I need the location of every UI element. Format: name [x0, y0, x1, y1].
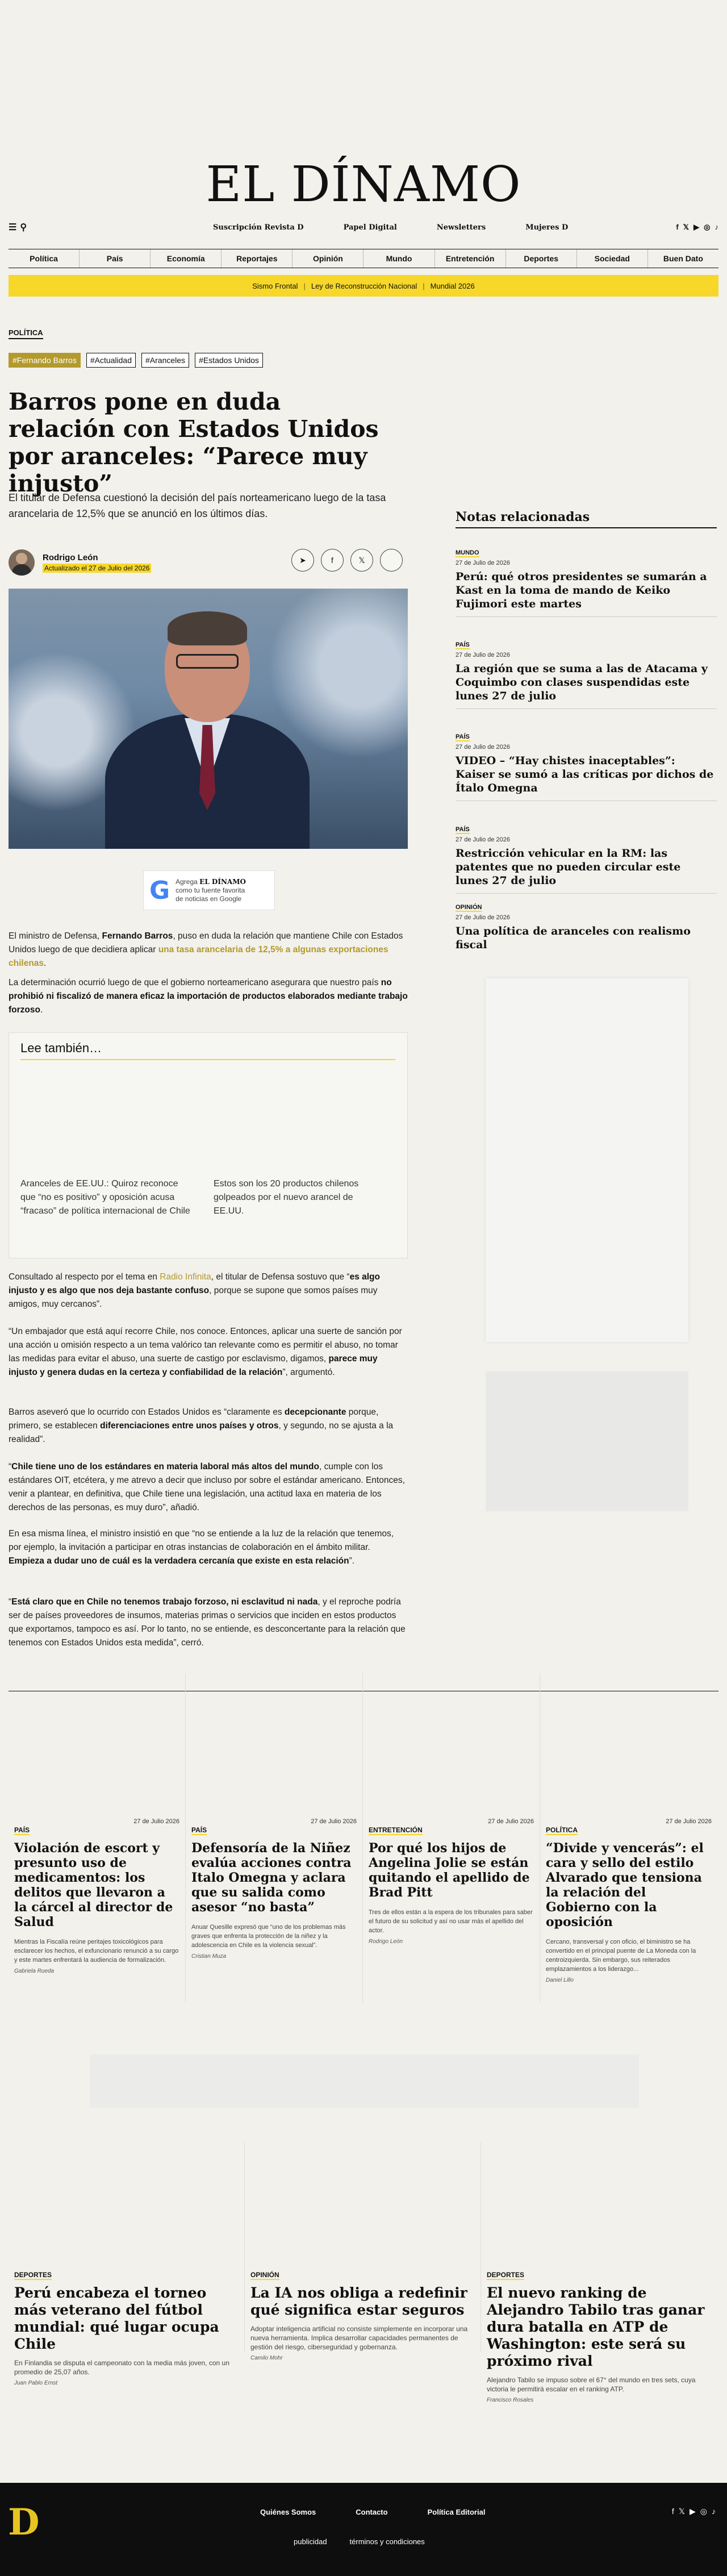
footer-link-contacto[interactable]: Contacto	[356, 2508, 388, 2516]
nav-mundo[interactable]: Mundo	[364, 249, 434, 268]
tag-actualidad[interactable]: #Actualidad	[86, 353, 136, 368]
p5-text: porque, primero, se establecen	[9, 1407, 379, 1431]
related-note-date: 27 de Julio de 2026	[456, 652, 511, 658]
p4-text: “Un embajador que está aquí recorre Chile, nos conoce. Entonces, aplicar una suerte de sanción por una acción u omisión respecto a un tema valórico tan relevante como es permitir el abuso, no tomar las medidas para evitar el abuso, una suerte de castigo por esclavismo, digamos,	[9, 1327, 402, 1364]
news-card-category[interactable]: POLÍTICA	[546, 1826, 578, 1834]
paragraph-5	[9, 1406, 408, 1447]
instagram-icon[interactable]: ◎	[700, 2507, 707, 2516]
related-note[interactable]	[456, 824, 717, 894]
footer-logo[interactable]: D	[8, 2501, 40, 2544]
news-card-date: 27 de Julio 2026	[488, 1818, 534, 1825]
nav-reportajes[interactable]: Reportajes	[222, 249, 293, 268]
news-card-image[interactable]	[487, 2142, 712, 2270]
related-note-category[interactable]: PAÍS	[456, 826, 470, 833]
news-card[interactable]	[540, 1673, 717, 2003]
news-card-category[interactable]: DEPORTES	[14, 2271, 52, 2279]
related-note-date: 27 de Julio de 2026	[456, 914, 511, 921]
news-card-author[interactable]: Francisco Rosales	[487, 2397, 534, 2403]
google-g-icon: G	[149, 876, 170, 905]
p6-text: “	[9, 1462, 12, 1472]
tag-fernando-barros[interactable]: #Fernando Barros	[9, 353, 81, 368]
related-note[interactable]	[456, 902, 717, 957]
author-avatar[interactable]	[9, 549, 35, 576]
news-card[interactable]	[363, 1673, 540, 2003]
related-box-item-1[interactable]: Aranceles de EE.UU.: Quiroz reconoce que “no es positivo” y oposición acusa “fracaso” de política internacional de Chile	[20, 1179, 190, 1216]
footer-link-quienes[interactable]: Quiénes Somos	[260, 2508, 316, 2516]
p8-text: , y el reproche podría ser de países proveedores de insumos, materias primas o servicios que inciden en estos productos que exportamos, tampoco es así. Por lo tanto, no se entiende, es desconcertante para la relación que tenemos con Estados Unidos esta medida”, cerró.	[9, 1597, 406, 1648]
p4-text: ”, argumentó.	[282, 1368, 335, 1377]
related-note-title[interactable]: Una política de aranceles con realismo fiscal	[456, 925, 691, 951]
separator: |	[303, 281, 306, 290]
trending-ley[interactable]: Ley de Reconstrucción Nacional	[311, 281, 417, 290]
nav-buen-dato[interactable]: Buen Dato	[663, 254, 703, 263]
related-note-date: 27 de Julio de 2026	[456, 560, 511, 566]
p6-text: , cumple con los estándares OIT, etcétera, y me atrevo a decir que incluso por sobre el estándar americano. Entonces, venir a plantear, en definitiva, que Chile tiene una legislación, una actitud laxa en materia de los derechos de las personas, es muy duro”, añadió.	[9, 1462, 405, 1512]
photo-hair	[168, 611, 247, 645]
trending-mundial[interactable]: Mundial 2026	[430, 281, 475, 290]
tiktok-icon[interactable]: ♪	[712, 2507, 716, 2516]
youtube-icon[interactable]: ▶	[693, 223, 700, 231]
p7-text: En esa misma línea, el ministro insistió en que “no se entiende a la luz de la relación que tenemos, por ejemplo, la invitación a participar en otras instancias de colaboración en el ámbito militar.	[9, 1529, 394, 1552]
news-card-image[interactable]	[14, 1673, 179, 1818]
related-note-date: 27 de Julio de 2026	[456, 836, 511, 843]
news-card-title[interactable]: Defensoría de la Niñez evalúa acciones contra Italo Omegna y aclara que su salida como asesor “no basta”	[191, 1841, 352, 1915]
related-note[interactable]	[456, 547, 717, 617]
badge-text-2: como tu fuente favorita	[176, 886, 245, 894]
news-card-image[interactable]	[250, 2142, 475, 2270]
paragraph-3	[9, 1270, 408, 1311]
trending-bar	[9, 275, 718, 297]
p6-bold: Chile tiene uno de los estándares en materia laboral más altos del mundo	[11, 1462, 319, 1472]
nav-sociedad[interactable]: Sociedad	[577, 249, 648, 268]
news-card[interactable]	[9, 2142, 245, 2386]
article-lead: El titular de Defensa cuestionó la decisión del país norteamericano luego de la tasa arancelaria de 12,5% que se anunció en los últimos días.	[9, 492, 386, 519]
news-card-excerpt: Cercano, transversal y con oficio, el biministro se ha convertido en el principal puente de La Moneda con la centroizquierda. Sin embargo, sus reiterados emplazamientos a los liderazgo...	[546, 1939, 696, 1973]
news-card-date: 27 de Julio 2026	[311, 1818, 357, 1825]
related-note-title[interactable]: Restricción vehicular en la RM: las patentes que no pueden circular este lunes 27 de julio	[456, 847, 681, 887]
footer-link-publicidad[interactable]: publicidad	[294, 2537, 327, 2546]
news-card-title[interactable]: Violación de escort y presunto uso de medicamentos: los delitos que llevaron a la cárcel al director de Salud	[14, 1841, 173, 1929]
related-note-category[interactable]: MUNDO	[456, 549, 479, 556]
author-block	[9, 549, 151, 576]
news-card-title[interactable]: “Divide y vencerás”: el cara y sello del estilo Alvarado que tensiona la relación del Gobierno con la oposición	[546, 1841, 704, 1929]
news-card[interactable]	[245, 2142, 481, 2361]
news-card-category[interactable]: PAÍS	[14, 1826, 30, 1834]
p5-bold: diferenciaciones entre unos países y otros	[100, 1421, 279, 1431]
nav-opinion[interactable]: Opinión	[293, 249, 364, 268]
banner-ad[interactable]	[90, 2054, 639, 2108]
news-card-image[interactable]	[191, 1673, 357, 1818]
nav-entretencion[interactable]: Entretención	[435, 249, 506, 268]
related-note-title[interactable]: Perú: qué otros presidentes se sumarán a Kast en la toma de mando de Keiko Fujimori este martes	[456, 570, 707, 610]
main-nav	[9, 249, 718, 268]
related-note-title[interactable]: La región que se suma a las de Atacama y Coquimbo con clases suspendidas este lunes 27 de julio	[456, 662, 708, 702]
news-card[interactable]	[186, 1673, 363, 2003]
p5-bold: decepcionante	[284, 1407, 346, 1417]
site-footer	[0, 2483, 727, 2576]
news-card-title[interactable]: El nuevo ranking de Alejandro Tabilo tras ganar dura batalla en ATP de Washington: este será su próximo rival	[487, 2285, 705, 2369]
p7-text: ”.	[349, 1556, 355, 1566]
logo-text-d: D	[291, 156, 331, 213]
news-card-title[interactable]: Perú encabeza el torneo más veterano del fútbol mundial: qué lugar ocupa Chile	[14, 2285, 219, 2352]
news-card-excerpt: Mientras la Fiscalía reúne peritajes toxicológicos para esclarecer los hechos, el exfuncionario renunció a su cargo y este martes enfrentará la audiencia de formalización.	[14, 1939, 179, 1964]
news-card-title[interactable]: La IA nos obliga a redefinir qué significa estar seguros	[250, 2285, 467, 2318]
news-card[interactable]	[481, 2142, 717, 2403]
p1-bold: Fernando Barros	[102, 931, 173, 941]
article-title: Barros pone en duda relación con Estados Unidos por aranceles: “Parece muy injusto”	[9, 388, 379, 497]
p5-text: , y segundo, no se ajusta a la realidad”.	[9, 1421, 394, 1444]
author-name[interactable]: Rodrigo León	[43, 552, 98, 562]
p3-bold: es algo injusto y es algo que nos deja bastante confuso	[9, 1272, 380, 1295]
separator: |	[423, 281, 425, 290]
news-card-category[interactable]: PAÍS	[191, 1826, 207, 1834]
related-note[interactable]	[456, 639, 717, 709]
related-note[interactable]	[456, 731, 717, 801]
p5-text: Barros aseveró que lo ocurrido con Estados Unidos es “claramente es	[9, 1407, 285, 1417]
news-card-excerpt: Tres de ellos están a la espera de los tribunales para saber el futuro de su solicitud y así no usar más el apellido del actor.	[369, 1909, 533, 1934]
related-note-category[interactable]: OPINIÓN	[456, 904, 482, 911]
news-card-title[interactable]: Por qué los hijos de Angelina Jolie se están quitando el apellido de Brad Pitt	[369, 1841, 530, 1900]
sidebar-ad[interactable]	[486, 978, 688, 1342]
p3-text: Consultado al respecto por el tema en	[9, 1272, 160, 1282]
nav-politica[interactable]: Política	[9, 249, 80, 268]
social-links	[676, 223, 718, 232]
article-updated: Actualizado el 27 de Julio del 2026	[43, 564, 151, 573]
footer-links	[260, 2508, 485, 2516]
nav-economia[interactable]: Economía	[151, 249, 222, 268]
logo-text-pre: EL	[206, 156, 291, 213]
nav-deportes[interactable]: Deportes	[506, 249, 577, 268]
top-link-revista[interactable]: Suscripción Revista D	[213, 223, 304, 232]
radio-infinita-link[interactable]: Radio Infinita	[160, 1272, 211, 1282]
footer-link-terminos[interactable]: términos y condiciones	[349, 2537, 425, 2546]
article-tags	[9, 353, 263, 368]
share-telegram-icon[interactable]: ➤	[291, 549, 314, 572]
badge-text-3: de noticias en Google	[176, 894, 242, 903]
logo-text-post: ÍNAMO	[331, 156, 521, 213]
news-card-image[interactable]	[546, 1673, 712, 1818]
p1-text: , puso en duda la relación que mantiene Chile con Estados Unidos luego de que decidiera aplicar	[9, 931, 403, 954]
news-grid-3	[9, 2142, 718, 2403]
news-card[interactable]	[9, 1673, 186, 2003]
trending-sismo[interactable]: Sismo Frontal	[252, 281, 298, 290]
news-card-author[interactable]: Camilo Mohr	[250, 2355, 283, 2361]
x-icon[interactable]: 𝕏	[683, 223, 690, 231]
footer-social	[672, 2507, 716, 2516]
news-card-author[interactable]: Cristian Muza	[191, 1953, 227, 1960]
related-box	[9, 1032, 408, 1258]
menu-search-group	[9, 222, 27, 233]
related-box-title: Lee también…	[20, 1041, 395, 1060]
related-box-item-2[interactable]: Estos son los 20 productos chilenos golpeados por el nuevo arancel de EE.UU.	[214, 1179, 359, 1216]
x-icon[interactable]: 𝕏	[678, 2507, 685, 2516]
p2-text: La determinación ocurrió luego de que el gobierno norteamericano asegurara que nuestro país	[9, 978, 381, 987]
p1-text: .	[44, 958, 47, 968]
facebook-icon[interactable]: f	[671, 2507, 674, 2516]
site-logo[interactable]	[0, 156, 727, 213]
p1-link[interactable]: una tasa arancelaria de 12,5% a algunas exportaciones chilenas	[9, 945, 388, 968]
article-section[interactable]: POLÍTICA	[9, 328, 43, 339]
tag-estados-unidos[interactable]: #Estados Unidos	[195, 353, 263, 368]
p7-bold: Empieza a dudar uno de cuál es la verdadera cercanía que existe en esta relación	[9, 1556, 349, 1566]
related-notes-title: Notas relacionadas	[456, 510, 717, 528]
news-card-excerpt: En Finlandia se disputa el campeonato con la media más joven, con un promedio de 25,07 años.	[14, 2359, 229, 2376]
share-x-icon[interactable]: 𝕏	[350, 549, 373, 572]
google-preferred-source-badge[interactable]	[143, 870, 275, 910]
paragraph-2	[9, 976, 408, 1017]
news-card-author[interactable]: Daniel Lillo	[546, 1977, 574, 1983]
sidebar-ad-2[interactable]	[486, 1372, 688, 1511]
instagram-icon[interactable]: ◎	[704, 223, 711, 231]
top-link-papel[interactable]: Papel Digital	[343, 223, 397, 232]
p8-bold: Está claro que en Chile no tenemos trabajo forzoso, ni esclavitud ni nada	[11, 1597, 318, 1607]
share-more-icon[interactable]	[380, 549, 403, 572]
badge-brand: EL DÍNAMO	[199, 877, 246, 886]
share-buttons	[291, 549, 403, 572]
tiktok-icon[interactable]: ♪	[715, 223, 718, 231]
news-card-image[interactable]	[369, 1673, 534, 1818]
paragraph-1	[9, 929, 408, 970]
news-card-excerpt: Adoptar inteligencia artificial no consiste simplemente en incorporar una nueva herramienta. Implica desarrollar capacidades permanentes de gestión del riesgo, ciberseguridad y gobernanza.	[250, 2325, 468, 2351]
top-bar	[9, 219, 718, 236]
p3-text: , porque se supone que somos países muy amigos, muy cercanos”.	[9, 1286, 378, 1309]
p2-text: .	[40, 1005, 43, 1015]
paragraph-7	[9, 1527, 408, 1568]
news-card-category[interactable]: ENTRETENCIÓN	[369, 1826, 423, 1834]
news-card-category[interactable]: DEPORTES	[487, 2271, 525, 2279]
related-note-category[interactable]: PAÍS	[456, 641, 470, 648]
news-card-date: 27 de Julio 2026	[133, 1818, 179, 1825]
top-link-newsletters[interactable]: Newsletters	[436, 223, 486, 232]
news-card-image[interactable]	[14, 2142, 239, 2270]
tag-aranceles[interactable]: #Aranceles	[141, 353, 189, 368]
news-card-date: 27 de Julio 2026	[666, 1818, 712, 1825]
badge-text-1: Agrega	[176, 877, 198, 886]
p2-bold: no prohibió ni fiscalizó de manera eficaz la importación de productos elaborados mediante trabajo forzoso	[9, 978, 408, 1015]
hamburger-menu-icon[interactable]: ☰	[9, 223, 17, 232]
paragraph-4	[9, 1325, 408, 1379]
news-card-author[interactable]: Rodrigo León	[369, 1939, 403, 1945]
p4-bold: parece muy injusto y genera dudas en la certeza y confiabilidad de la relación	[9, 1354, 378, 1377]
related-note-title[interactable]: VIDEO – “Hay chistes inaceptables”: Kaiser se sumó a las críticas por dichos de Ítalo Omegna	[456, 755, 714, 794]
related-note-category[interactable]: PAÍS	[456, 733, 470, 740]
footer-links-secondary	[294, 2537, 425, 2546]
article-photo	[9, 589, 408, 849]
share-facebook-icon[interactable]: f	[321, 549, 344, 572]
footer-link-politica[interactable]: Política Editorial	[427, 2508, 486, 2516]
youtube-icon[interactable]: ▶	[690, 2507, 696, 2516]
paragraph-6	[9, 1460, 408, 1515]
photo-glasses	[176, 654, 239, 669]
search-icon[interactable]: ⚲	[20, 223, 27, 232]
top-links	[213, 223, 568, 232]
facebook-icon[interactable]: f	[676, 223, 679, 231]
p3-text: , el titular de Defensa sostuvo que “	[211, 1272, 350, 1282]
news-card-author[interactable]: Juan Pablo Ernst	[14, 2380, 58, 2386]
news-card-excerpt: Alejandro Tabilo se impuso sobre el 67° del mundo en tres sets, cuya victoria le permitirá escalar en el ranking ATP.	[487, 2376, 696, 2393]
top-link-mujeres[interactable]: Mujeres D	[525, 223, 569, 232]
p8-text: “	[9, 1597, 12, 1607]
news-card-author[interactable]: Gabriela Rueda	[14, 1968, 55, 1974]
news-card-category[interactable]: OPINIÓN	[250, 2271, 279, 2279]
nav-pais[interactable]: País	[80, 249, 151, 268]
p1-text: El ministro de Defensa,	[9, 931, 102, 941]
news-card-excerpt: Anuar Quesille expresó que “uno de los problemas más graves que enfrenta la protección de la niñez y la adolescencia en Chile es la violencia sexual”.	[191, 1924, 346, 1949]
related-note-date: 27 de Julio de 2026	[456, 744, 511, 751]
paragraph-8	[9, 1595, 408, 1650]
news-grid-4	[9, 1673, 718, 2003]
